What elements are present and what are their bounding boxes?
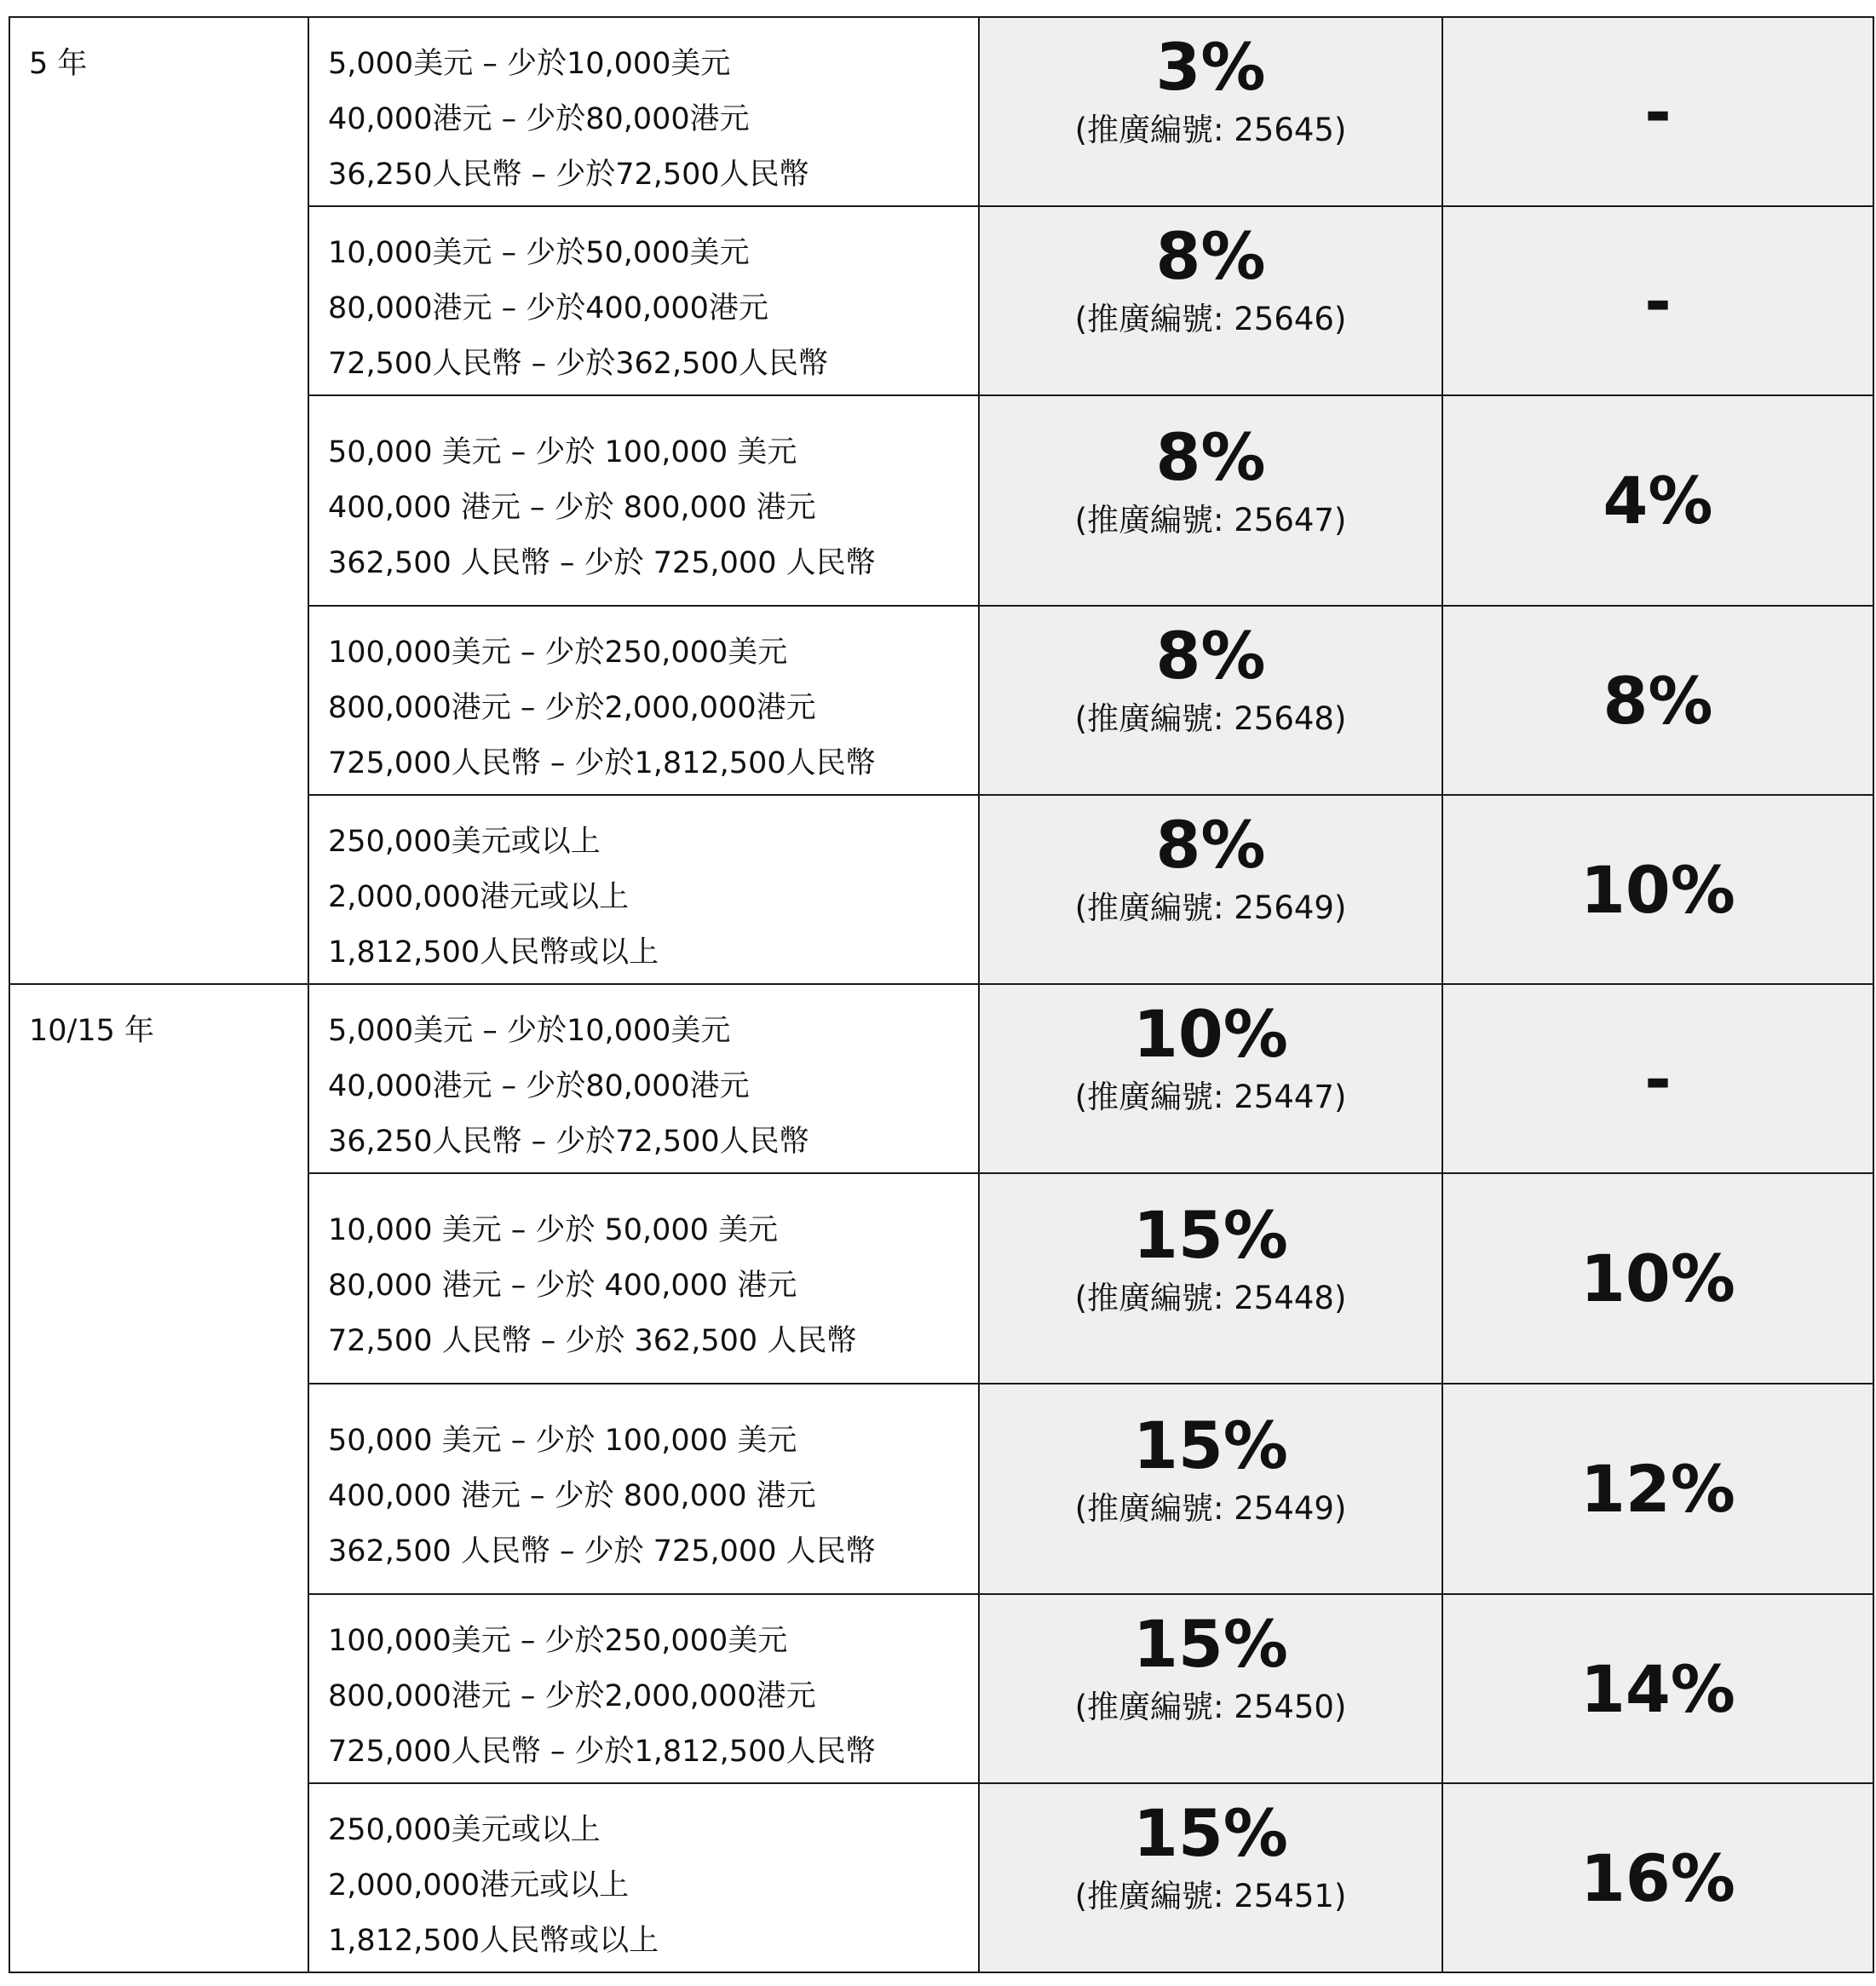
promo-code: (推廣編號: 25451) <box>1074 1878 1347 1914</box>
bonus-cell <box>979 1783 1442 1972</box>
bonus-cell <box>979 984 1442 1173</box>
range-hkd: 40,000港元 – 少於80,000港元 <box>328 1069 750 1103</box>
bonus-percentage: 8% <box>1155 218 1266 294</box>
promo-code: (推廣編號: 25447) <box>1074 1079 1347 1115</box>
extra-bonus-percentage: 8% <box>1603 662 1713 739</box>
range-rmb: 725,000人民幣 – 少於1,812,500人民幣 <box>328 1735 876 1769</box>
bonus-percentage: 10% <box>1133 996 1288 1072</box>
deposit-range-cell <box>308 1594 979 1783</box>
extra-bonus-cell <box>1442 1384 1873 1594</box>
range-hkd: 80,000港元 – 少於400,000港元 <box>328 291 768 325</box>
range-rmb: 36,250人民幣 – 少於72,500人民幣 <box>328 158 809 192</box>
term-label: 10/15 年 <box>29 1014 154 1048</box>
bonus-cell <box>979 17 1442 206</box>
range-usd: 5,000美元 – 少於10,000美元 <box>328 1014 731 1048</box>
range-usd: 250,000美元或以上 <box>328 825 601 859</box>
bonus-cell <box>979 206 1442 395</box>
deposit-range-cell <box>308 395 979 606</box>
extra-bonus-percentage: - <box>1644 1040 1672 1117</box>
promo-code: (推廣編號: 25448) <box>1074 1280 1347 1316</box>
extra-bonus-cell <box>1442 795 1873 984</box>
extra-bonus-percentage: 4% <box>1603 463 1713 538</box>
range-hkd: 40,000港元 – 少於80,000港元 <box>328 102 750 136</box>
promo-code: (推廣編號: 25645) <box>1074 112 1347 148</box>
bonus-percentage: 15% <box>1133 1606 1288 1682</box>
range-usd: 10,000美元 – 少於50,000美元 <box>328 236 750 270</box>
promo-code: (推廣編號: 25647) <box>1074 502 1347 538</box>
promo-code: (推廣編號: 25646) <box>1074 301 1347 337</box>
deposit-range-cell <box>308 17 979 206</box>
range-rmb: 1,812,500人民幣或以上 <box>328 935 659 970</box>
extra-bonus-percentage: 14% <box>1580 1650 1735 1727</box>
term-cell <box>9 17 308 984</box>
term-cell <box>9 984 308 1972</box>
extra-bonus-cell <box>1442 17 1873 206</box>
extra-bonus-cell <box>1442 1783 1873 1972</box>
bonus-rate-table-body <box>9 17 1873 1972</box>
deposit-range-cell <box>308 1173 979 1384</box>
deposit-range-cell <box>308 795 979 984</box>
deposit-range-cell <box>308 206 979 395</box>
deposit-range-cell <box>308 984 979 1173</box>
bonus-cell <box>979 606 1442 795</box>
range-rmb: 36,250人民幣 – 少於72,500人民幣 <box>328 1125 809 1159</box>
range-hkd: 400,000 港元 – 少於 800,000 港元 <box>328 491 816 525</box>
range-usd: 250,000美元或以上 <box>328 1813 601 1847</box>
range-rmb: 72,500 人民幣 – 少於 362,500 人民幣 <box>328 1324 857 1358</box>
promo-code: (推廣編號: 25649) <box>1074 889 1347 926</box>
extra-bonus-percentage: 16% <box>1580 1839 1735 1916</box>
bonus-cell <box>979 1384 1442 1594</box>
bonus-cell <box>979 1594 1442 1783</box>
range-hkd: 800,000港元 – 少於2,000,000港元 <box>328 691 816 725</box>
extra-bonus-percentage: - <box>1644 262 1672 339</box>
extra-bonus-cell <box>1442 984 1873 1173</box>
range-usd: 50,000 美元 – 少於 100,000 美元 <box>328 435 797 469</box>
range-hkd: 2,000,000港元或以上 <box>328 1868 630 1903</box>
deposit-range-cell <box>308 606 979 795</box>
extra-bonus-cell <box>1442 1173 1873 1384</box>
range-usd: 100,000美元 – 少於250,000美元 <box>328 636 788 670</box>
term-label: 5 年 <box>29 47 88 81</box>
bonus-percentage: 3% <box>1155 29 1266 105</box>
promo-code: (推廣編號: 25450) <box>1074 1689 1347 1725</box>
extra-bonus-cell <box>1442 206 1873 395</box>
range-rmb: 362,500 人民幣 – 少於 725,000 人民幣 <box>328 546 876 580</box>
bonus-cell <box>979 395 1442 606</box>
range-rmb: 362,500 人民幣 – 少於 725,000 人民幣 <box>328 1534 876 1569</box>
range-rmb: 725,000人民幣 – 少於1,812,500人民幣 <box>328 746 876 780</box>
range-hkd: 800,000港元 – 少於2,000,000港元 <box>328 1679 816 1713</box>
bonus-percentage: 15% <box>1133 1795 1288 1871</box>
extra-bonus-cell <box>1442 1594 1873 1783</box>
range-rmb: 1,812,500人民幣或以上 <box>328 1924 659 1958</box>
deposit-range-cell <box>308 1783 979 1972</box>
promo-code: (推廣編號: 25648) <box>1074 700 1347 737</box>
range-hkd: 2,000,000港元或以上 <box>328 880 630 914</box>
table-row <box>9 17 1873 206</box>
bonus-rate-table <box>9 16 1874 1973</box>
bonus-cell <box>979 795 1442 984</box>
range-usd: 5,000美元 – 少於10,000美元 <box>328 47 731 81</box>
extra-bonus-percentage: 10% <box>1580 851 1735 928</box>
bonus-percentage: 8% <box>1155 618 1266 694</box>
range-usd: 100,000美元 – 少於250,000美元 <box>328 1624 788 1658</box>
bonus-percentage: 8% <box>1155 419 1266 495</box>
bonus-cell <box>979 1173 1442 1384</box>
extra-bonus-cell <box>1442 606 1873 795</box>
range-usd: 50,000 美元 – 少於 100,000 美元 <box>328 1424 797 1458</box>
bonus-percentage: 15% <box>1133 1197 1288 1273</box>
extra-bonus-percentage: - <box>1644 73 1672 150</box>
extra-bonus-cell <box>1442 395 1873 606</box>
table-row <box>9 984 1873 1173</box>
range-rmb: 72,500人民幣 – 少於362,500人民幣 <box>328 347 828 381</box>
range-hkd: 400,000 港元 – 少於 800,000 港元 <box>328 1479 816 1513</box>
bonus-percentage: 8% <box>1155 807 1266 883</box>
promo-code: (推廣編號: 25449) <box>1074 1490 1347 1527</box>
extra-bonus-percentage: 10% <box>1580 1241 1735 1316</box>
deposit-range-cell <box>308 1384 979 1594</box>
extra-bonus-percentage: 12% <box>1580 1451 1735 1527</box>
range-hkd: 80,000 港元 – 少於 400,000 港元 <box>328 1269 797 1303</box>
bonus-percentage: 15% <box>1133 1407 1288 1483</box>
range-usd: 10,000 美元 – 少於 50,000 美元 <box>328 1213 779 1247</box>
